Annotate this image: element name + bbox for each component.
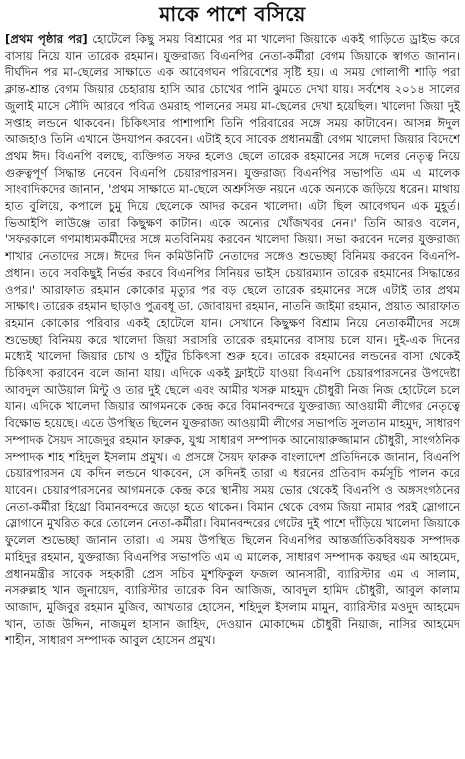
article-body bbox=[5, 31, 460, 649]
article-headline: মাকে পাশে বসিয়ে bbox=[159, 2, 306, 26]
article-body-text: হোটেলে কিছু সময় বিশ্রামের পর মা খালেদা জিয়াকে একই গাড়িতে ড্রাইভ করে বাসায় নিয়ে যান তারেক রহমান। যুক্তরাজ্য বিএনপির নেতা-কর্মীরা বেগম জিয়াকে স্বাগত জানান। দীর্ঘদিন পর মা-ছেলের সাক্ষাতে এক আবেগঘন পরিবেশের সৃষ্টি হয়। এ সময় গোলাপী শাড়ি পরা ক্লান্ত-শ্রান্ত বেগম জিয়ার চেহারায় হাসি আর চোখের পানি ঝুমতে দেখা যায়। সর্বশেষ ২০১৪ সালের জুলাই মাসে সৌদি আরবে পবিত্র ওমরাহ পালনের সময় মা-ছেলের দেখা হয়েছিল। খালেদা জিয়া দুই সপ্তাহ লন্ডনে থাকবেন। চিকিৎসার পাশাপাশি তিনি পরিবারের সঙ্গে সময় কাটাবেন। আসন্ন ঈদুল আজহাও তিনি এখানে উদযাপন করবেন। এটাই হবে সাবেক প্রধানমন্ত্রী বেগম খালেদা জিয়ার বিদেশে প্রথম ঈদ। বিএনপি বলছে, ব্যক্তিগত সফর হলেও ছেলে তারেক রহমানের সঙ্গে দলের নেতৃত্ব নিয়ে গুরুত্বপূর্ণ সিদ্ধান্ত নেবেন বিএনপি চেয়ারপারসন। যুক্তরাজ্য বিএনপির সভাপতি এম এ মালেক সাংবাদিকদের জানান, 'প্রথম সাক্ষাতে মা-ছেলে অশ্রুসিক্ত নয়নে একে অন্যকে জড়িয়ে ধরেন। মাথায় হাত বুলিয়ে, কপালে চুমু দিয়ে ছেলেকে আদর করেন খালেদা। এটা ছিল আবেগঘন এক মুহূর্ত। ভিআইপি লাউঞ্জে তারা কিছুক্ষণ কাটান। একে অন্যের খোঁজখবর নেন।' তিনি আরও বলেন, 'সফরকালে গণমাধ্যমকর্মীদের সঙ্গে মতবিনিময় করবেন খালেদা জিয়া। সভা করবেন দলের যুক্তরাজ্য শাখার নেতাদের সঙ্গে। ঈদের দিন কমিউনিটি নেতাদের সঙ্গেও শুভেচ্ছা বিনিময় করবেন বিএনপি-প্রধান। তবে সবকিছুই নির্ভর করবে বিএনপির সিনিয়র ভাইস চেয়ারম্যান তারেক রহমানের সিদ্ধান্তের ওপর।' আরাফাত রহমান কোকোর মৃত্যুর পর বড় ছেলে তারেক রহমানের সঙ্গে এটাই তার প্রথম সাক্ষাৎ। তারেক রহমান ছাড়াও পুত্রবধূ ডা. জোবায়দা রহমান, নাতনি জাইমা রহমান, প্রয়াত আরাফাত রহমান কোকোর পরিবার একই হোটেলে যান। সেখানে কিছুক্ষণ বিশ্রাম নিয়ে নেতাকর্মীদের সঙ্গে শুভেচ্ছা বিনিময় করে খালেদা জিয়া সরাসরি তারেক রহমানের বাসায় চলে যান। দুই-এক দিনের মধ্যেই খালেদা জিয়ার চোখ ও হাঁটুর চিকিৎসা শুরু হবে। তারেক রহমানের লন্ডনের বাসা থেকেই চিকিৎসা করাবেন বলে জানা যায়। এদিকে একই ফ্লাইটে যাওয়া বিএনপি চেয়ারপারসনের উপদেষ্টা আবদুল আউয়াল মিন্টু ও তার দুই ছেলে এবং আমীর খসরু মাহমুদ চৌধুরী নিজ নিজ হোটেলে চলে যান। এদিকে খালেদা জিয়ার আগমনকে কেন্দ্র করে বিমানবন্দরে যুক্তরাজ্য আওয়ামী লীগের নেতৃত্বে বিক্ষোভ হয়েছে। এতে উপস্থিত ছিলেন যুক্তরাজ্য আওয়ামী লীগের সভাপতি সুলতান মাহমুদ, সাধারণ সম্পাদক সৈয়দ সাজেদুর রহমান ফারুক, যুগ্ম সাধারণ সম্পাদক আনোয়ারুজ্জামান চৌধুরী, সাংগঠনিক সম্পাদক শাহ শহিদুল ইসলাম প্রমুখ। এ প্রসঙ্গে সৈয়দ ফারুক বাংলাদেশ প্রতিদিনকে জানান, বিএনপি চেয়ারপারসন যে কদিন লন্ডনে থাকবেন, সে কদিনই তারা এ ধরনের প্রতিবাদ কর্মসূচি পালন করে যাবেন। চেয়ারপারসনের আগমনকে কেন্দ্র করে স্থানীয় সময় ভোর থেকেই বিএনপি ও অঙ্গসংগঠনের নেতা-কর্মীরা হিথ্রো বিমানবন্দরে জড়ো হতে থাকেন। বিমান থেকে বেগম জিয়া নামার পরই স্লোগানে স্লোগানে মুখরিত করে তোলেন নেতা-কর্মীরা। বিমানবন্দরের গেটের দুই পাশে দাঁড়িয়ে খালেদা জিয়াকে ফুলেল শুভেচ্ছা জানান তারা। এ সময় উপস্থিত ছিলেন বিএনপির আন্তর্জাতিকবিষয়ক সম্পাদক মাহিদুর রহমান, যুক্তরাজ্য বিএনপির সভাপতি এম এ মালেক, সাধারণ সম্পাদক কয়ছর এম আহমেদ, প্রধানমন্ত্রীর সাবেক সহকারী প্রেস সচিব মুশফিকুল ফজল আনসারী, ব্যারিস্টার এম এ সালাম, নসরুল্লাহ খান জুনায়েদ, ব্যারিস্টার তারেক বিন আজিজ, আবদুল হামিদ চৌধুরী, আবুল কালাম আজাদ, মুজিবুর রহমান মুজিব, আখতার হোসেন, শহিদুল ইসলাম মামুন, ব্যারিস্টার মওদুদ আহমেদ খান, তাজ উদ্দিন, নাজমুল হাসান জাহিদ, দেওয়ান মোকাদ্দেম চৌধুরী নিয়াজ, নাসির আহমেদ শাহীন, সাধারণ সম্পাদক আবুল হোসেন প্রমুখ। bbox=[5, 32, 460, 648]
continuation-tag: [প্রথম পৃষ্ঠার পর] bbox=[5, 32, 88, 46]
